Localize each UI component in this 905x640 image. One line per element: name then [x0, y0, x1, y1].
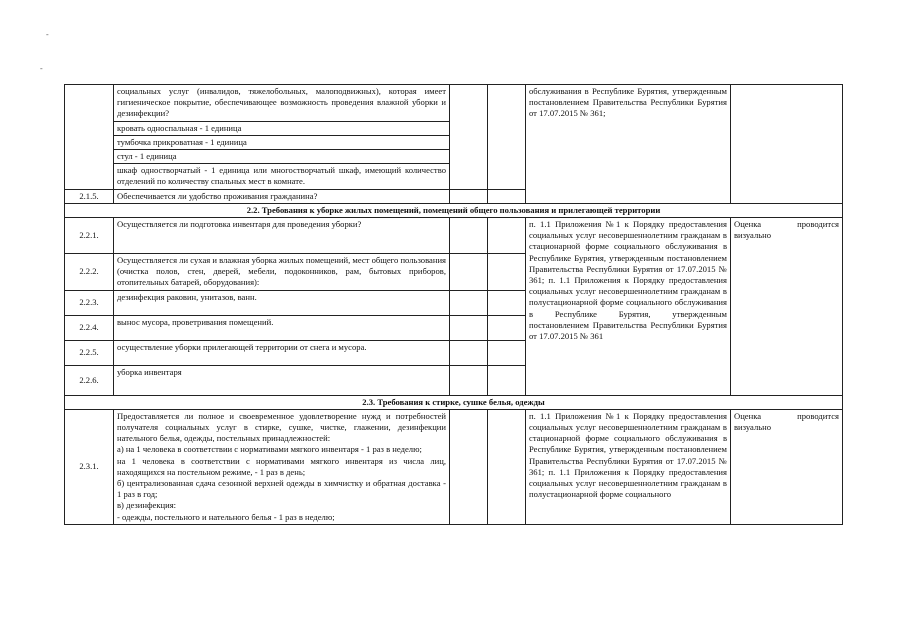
item-number: 2.3.1.	[65, 409, 114, 524]
item-description: уборка инвентаря	[114, 365, 450, 395]
table-row	[65, 409, 843, 524]
assessment-note: Оценка проводится визуально	[731, 409, 843, 524]
item-description: кровать односпальная - 1 единица	[114, 121, 450, 135]
item-description-main: Предоставляется ли полное и своевременное удовлетворение нужд и потребностей получателя социальных услуг в стирке, сушке, чистке, глажении, дезинфекции нательного белья, одежды, постельных принадлежностей:	[117, 410, 446, 444]
section-title: 2.3. Требования к стирке, сушке белья, одежды	[65, 395, 843, 409]
check-cell-yes	[450, 85, 488, 190]
assessment-note: Оценка проводится визуально	[731, 218, 843, 396]
item-description-b: б) централизованная сдача сезонной верхней одежды в химчистку и обратная доставка - 1 раз в год;	[117, 478, 446, 500]
item-number: 2.2.2.	[65, 254, 114, 291]
item-description-c: в) дезинфекция:	[117, 500, 177, 511]
item-description-a2: на 1 человека в соответствии с нормативами мягкого инвентаря из числа лиц, находящихся на постельном режиме, - 1 раз в день;	[117, 455, 446, 477]
scan-mark-top: -	[46, 30, 49, 39]
item-description: осуществление уборки прилегающей территории от снега и мусора.	[114, 340, 450, 365]
scan-mark-left: -	[40, 64, 43, 73]
check-cell-no	[488, 85, 526, 190]
legal-basis: п. 1.1 Приложения №1 к Порядку предоставления социальных услуг несовершеннолетним гражданам в стационарной форме социального обслуживания в Республике Бурятия, утвержденным постановлением Правительства Республики Бурятия от 17.07.2015 № 361; п. 1.1 Приложения к Порядку предоставления социальных услуг несовершеннолетним гражданам в полустационарной форме социального	[526, 409, 731, 524]
item-description: стул - 1 единица	[114, 150, 450, 164]
item-description: Осуществляется ли сухая и влажная уборка жилых помещений, мест общего пользования (очистка полов, стен, дверей, мебели, подоконников, рам, бытовых приборов, отопительных батарей, оборудования):	[114, 254, 450, 291]
item-number: 2.2.1.	[65, 218, 114, 254]
section-header-row	[65, 203, 843, 217]
legal-basis: обслуживания в Республике Бурятия, утвержденным постановлением Правительства Республики Бурятия от 17.07.2015 № 361;	[526, 85, 731, 204]
item-description: тумбочка прикроватная - 1 единица	[114, 135, 450, 149]
item-description: Обеспечивается ли удобство проживания гражданина?	[114, 189, 450, 203]
item-description: Осуществляется ли подготовка инвентаря для проведения уборки?	[114, 218, 450, 254]
section-header-row	[65, 395, 843, 409]
item-description: дезинфекция раковин, унитазов, ванн.	[114, 290, 450, 315]
table-row	[65, 218, 843, 254]
item-number: 2.2.3.	[65, 290, 114, 315]
item-number: 2.1.5.	[65, 189, 114, 203]
document-page	[64, 84, 842, 525]
item-number: 2.2.4.	[65, 315, 114, 340]
legal-basis: п. 1.1 Приложения №1 к Порядку предоставления социальных услуг несовершеннолетним гражданам в стационарной форме социального обслуживания в Республике Бурятия, утвержденным постановлением Правительства Республики Бурятия от 17.07.2015 № 361; п. 1.1 Приложения к Порядку предоставления социальных услуг несовершеннолетним гражданам в полустационарной форме социального обслуживания в Республике Бурятия, утвержденным постановлением Правительства Республики Бурятия от 17.07.2015 № 361	[526, 218, 731, 396]
note-cell	[731, 85, 843, 204]
item-description: социальных услуг (инвалидов, тяжелобольных, малоподвижных), которая имеет гигиеническое покрытие, обеспечивающее возможность проведения влажной уборки и дезинфекции?	[114, 85, 450, 122]
item-description: шкаф одностворчатый - 1 единица или многостворчатый шкаф, имеющий количество отделений по количеству спальных мест в комнате.	[114, 164, 450, 189]
item-description: вынос мусора, проветривания помещений.	[114, 315, 450, 340]
item-number: 2.2.6.	[65, 365, 114, 395]
item-description-c1: - одежды, постельного и нательного белья - 1 раз в неделю;	[117, 511, 335, 522]
requirements-table	[64, 84, 843, 525]
item-description-a: а) на 1 человека в соответствии с нормативами мягкого инвентаря - 1 раз в неделю;	[117, 444, 422, 455]
item-description	[114, 409, 450, 524]
section-title: 2.2. Требования к уборке жилых помещений, помещений общего пользования и прилегающей территории	[65, 203, 843, 217]
item-number: 2.2.5.	[65, 340, 114, 365]
table-row	[65, 85, 843, 122]
